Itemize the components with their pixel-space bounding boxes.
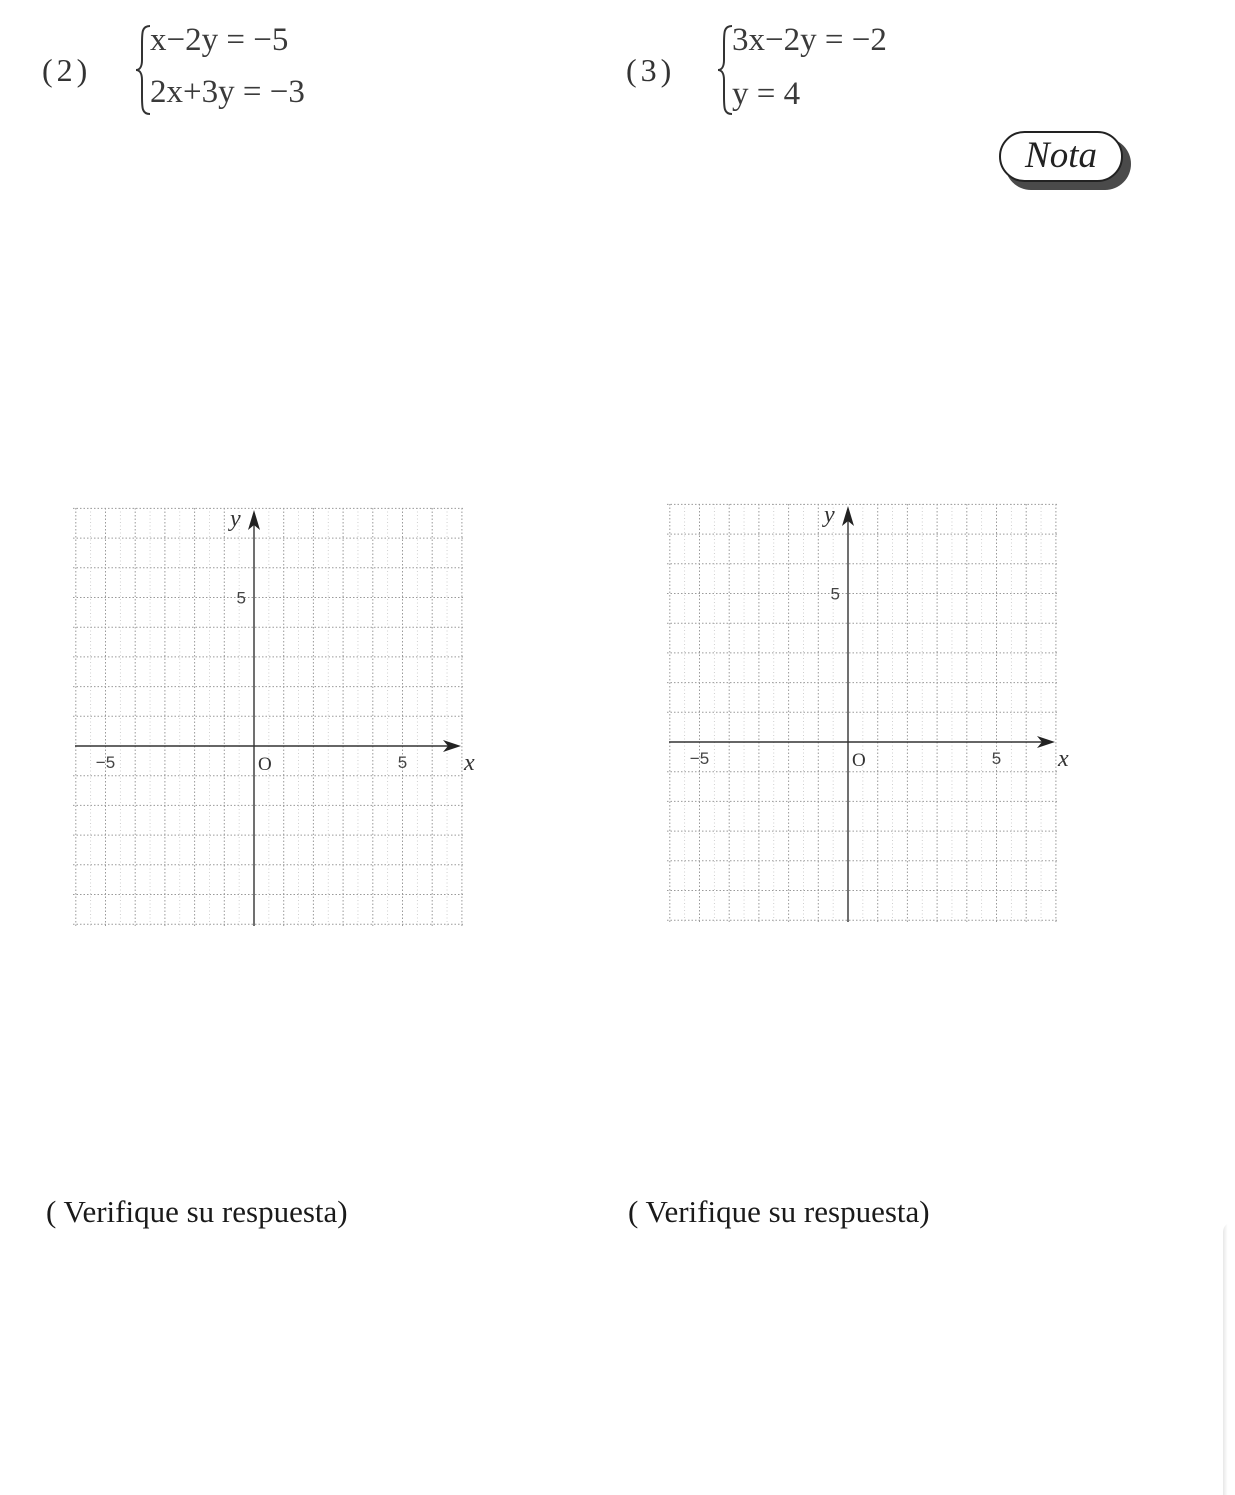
y-tick-label: 5 — [830, 584, 840, 604]
x-tick-label: 5 — [991, 749, 1002, 768]
nota-badge: Nota — [999, 131, 1123, 182]
equation-1: 3x−2y = −2 — [732, 22, 887, 58]
problem-number: (3) — [626, 52, 676, 88]
y-axis-label: y — [230, 506, 241, 532]
y-axis-label: y — [824, 502, 835, 528]
origin-label: O — [852, 750, 866, 771]
equation-2: 2x+3y = −3 — [150, 74, 305, 110]
graph-svg — [70, 498, 480, 930]
equation-2: y = 4 — [732, 76, 801, 112]
x-tick-label: −5 — [689, 749, 710, 768]
x-tick-label: −5 — [95, 753, 116, 772]
verify-answer-label: ( Verifique su respuesta) — [46, 1194, 348, 1229]
equation-1: x−2y = −5 — [150, 22, 289, 58]
x-axis-label: x — [1058, 746, 1069, 772]
x-tick-label: 5 — [397, 753, 408, 772]
verify-answer-label: ( Verifique su respuesta) — [628, 1194, 930, 1229]
page-edge — [1223, 1222, 1235, 1495]
x-axis-label: x — [464, 750, 475, 776]
graph-svg — [664, 494, 1074, 926]
coordinate-grid-problem-2[interactable] — [70, 498, 480, 930]
origin-label: O — [258, 754, 272, 775]
problem-number: (2) — [42, 52, 92, 88]
y-tick-label: 5 — [236, 588, 246, 608]
coordinate-grid-problem-3[interactable] — [664, 494, 1074, 926]
